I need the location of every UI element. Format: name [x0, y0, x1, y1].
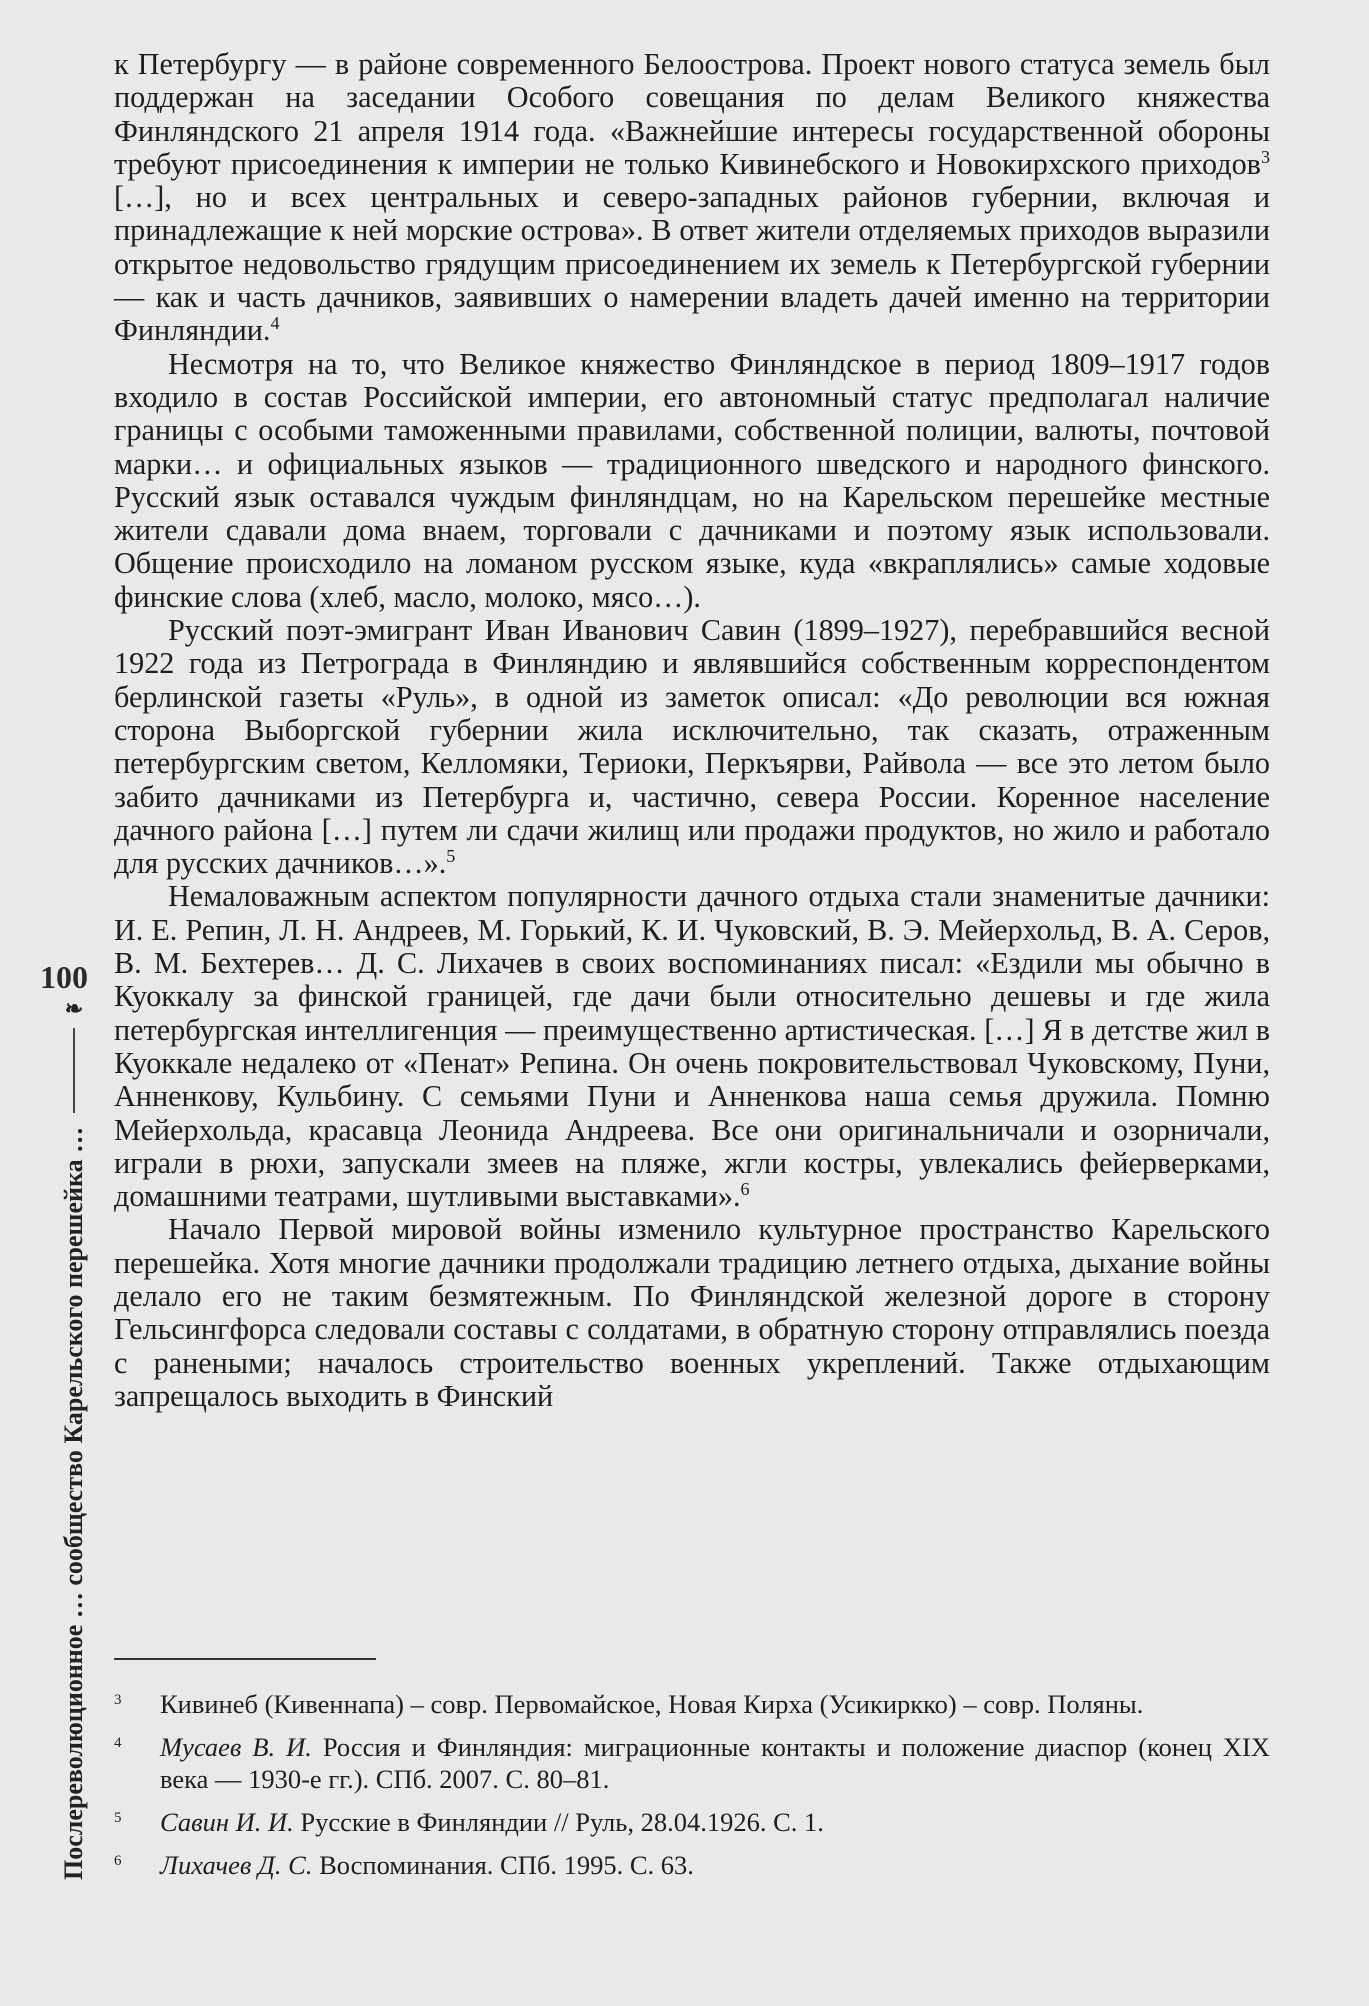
footnote [114, 1731, 1270, 1795]
footnote-number: 5 [114, 1810, 122, 1826]
footnote [114, 1806, 1270, 1838]
footnote-text: Русские в Финляндии // Руль, 28.04.1926. С. 1. [293, 1807, 824, 1837]
running-head-title: Послереволюционное … сообщество Карельского перешейка … [59, 1126, 88, 1880]
footnote-text: Кивинеб (Кивеннапа) – совр. Первомайское, Новая Кирха (Усикиркко) – совр. Поляны. [160, 1689, 1144, 1719]
footnote [114, 1849, 1270, 1881]
paragraph [114, 880, 1270, 1213]
running-head-rule [73, 1028, 75, 1112]
footnote-ref: 5 [446, 846, 456, 867]
paragraph-text: Русский поэт-эмигрант Иван Иванович Савин (1899–1927), перебравшийся весной 1922 года из Петрограда в Финляндию и являвшийся собственным корреспондентом берлинской газеты «Руль», в одной из заметок описал: «До революции вся южная сторона Выборгской губернии жила исключительно, так сказать, отраженным петербургским светом, Келломяки, Териоки, Перкъярви, Райвола — все это летом было забито дачниками из Петербурга и, частично, севера России. Коренное население дачного района […] путем ли сдачи жилищ или продажи продуктов, но жило и работало для русских дачников…». [114, 613, 1270, 881]
footnote-author: Лихачев Д. С. [160, 1850, 313, 1880]
paragraph [114, 48, 1270, 348]
paragraph-text: к Петербургу — в районе современного Белоострова. Проект нового статуса земель был поддержан на заседании Особого совещания по делам Великого княжества Финляндского 21 апреля 1914 года. «Важнейшие интересы государственной обороны требуют присоединения к империи не только Кивинебского и Новокирхского приходов [114, 47, 1270, 181]
footnotes [114, 1688, 1270, 1892]
footnote-ref: 4 [270, 313, 280, 334]
footnote-separator [114, 1658, 376, 1660]
footnote-number: 6 [114, 1853, 122, 1869]
paragraph-text: Немаловажным аспектом популярности дачного отдыха стали знаменитые дачники: И. Е. Репин, Л. Н. Андреев, М. Горький, К. И. Чуковский, В. Э. Мейерхольд, В. А. Серов, В. М. Бехтерев… Д. С. Лихачев в своих воспоминаниях писал: «Ездили мы обычно в Куоккалу за финской границей, где дачи были относительно дешевы и где жила петербургская интеллигенция — преимущественно артистическая. […] Я в детстве жил в Куоккале недалеко от «Пенат» Репина. Он очень покровительствовал Чуковскому, Пуни, Анненкову, Кульбину. С семьями Пуни и Анненкова наша семья дружила. Помню Мейерхольда, красавца Леонида Андреева. Все они оригинальничали и озорничали, играли в рюхи, запускали змеев на пляже, жгли костры, увлекались фейерверками, домашними театрами, шутливыми выставками». [114, 879, 1270, 1214]
running-head [56, 996, 92, 1880]
paragraph-text: Начало Первой мировой войны изменило культурное пространство Карельского перешейка. Хотя многие дачники продолжали традицию летнего отдыха, дыхание войны делало его не таким безмятежным. По Финляндской железной дороге в сторону Гельсингфорса следовали составы с солдатами, в обратную сторону отправлялись поезда с ранеными; началось строительство военных укреплений. Также отдыхающим запрещалось выходить в Финский [114, 1212, 1270, 1413]
paragraph-text: Несмотря на то, что Великое княжество Финляндское в период 1809–1917 годов входило в состав Российской империи, его автономный статус предполагал наличие границы с особыми таможенными правилами, собственной полиции, валюты, почтовой марки… и официальных языков — традиционного шведского и народного финского. Русский язык оставался чуждым финляндцам, но на Карельском перешейке местные жители сдавали дома внаем, торговали с дачниками и поэтому язык использовали. Общение происходило на ломаном русском языке, куда «вкраплялись» самые ходовые финские слова (хлеб, масло, молоко, мясо…). [114, 346, 1270, 614]
footnote-text: Россия и Финляндия: миграционные контакты и положение диаспор (конец XIX века — 1930-е гг.). СПб. 2007. С. 80–81. [160, 1732, 1270, 1794]
main-text [114, 48, 1270, 1413]
footnote-ref: 3 [1260, 147, 1270, 168]
paragraph [114, 1213, 1270, 1413]
footnote-ref: 6 [740, 1179, 750, 1200]
paragraph [114, 348, 1270, 614]
leaf-ornament-icon: ❧ [64, 996, 84, 1022]
footnote-author: Савин И. И. [160, 1807, 294, 1837]
paragraph [114, 614, 1270, 880]
page-number: 100 [40, 959, 88, 995]
footnote-number: 4 [114, 1735, 122, 1751]
footnote-author: Мусаев В. И. [160, 1732, 312, 1762]
paragraph-text: […], но и всех центральных и северо-западных районов губернии, включая и принадлежащие к ней морские острова». В ответ жители отделяемых приходов выразили открытое недовольство грядущим присоединением их земель к Петербургской губернии — как и часть дачников, заявивших о намерении владеть дачей именно на территории Финляндии. [114, 180, 1270, 348]
footnote-text: Воспоминания. СПб. 1995. С. 63. [312, 1850, 694, 1880]
footnote [114, 1688, 1270, 1720]
footnote-number: 3 [114, 1692, 122, 1708]
